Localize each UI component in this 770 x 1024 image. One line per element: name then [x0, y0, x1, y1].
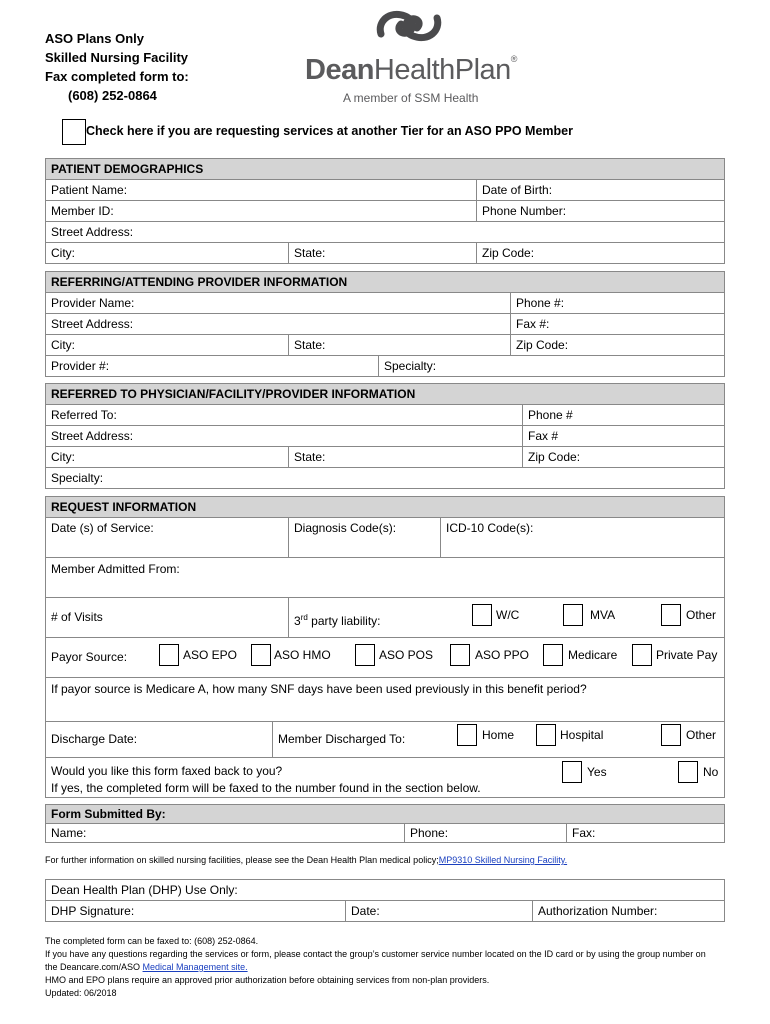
city-field[interactable]: City: — [51, 246, 75, 260]
logo-word-healthplan: HealthPlan — [373, 54, 511, 86]
policy-link[interactable]: MP9310 Skilled Nursing Facility. — [438, 855, 568, 865]
aso-ppo-label: ASO PPO — [475, 648, 530, 662]
hospital-label: Hospital — [560, 728, 604, 742]
table-row — [46, 180, 724, 201]
medicare-checkbox[interactable] — [543, 644, 563, 666]
mva-label: MVA — [590, 608, 616, 622]
section-title: Form Submitted By: — [46, 805, 724, 824]
fax-back-question — [46, 758, 726, 804]
third-party-sup: rd — [300, 613, 308, 622]
submitter-fax-field[interactable]: Fax: — [566, 824, 726, 842]
table-row — [46, 314, 724, 335]
table-row — [46, 758, 724, 804]
third-party-label — [294, 614, 381, 628]
fax-back-line-1: Would you like this form faxed back to you? — [51, 764, 283, 778]
logo-wordmark — [305, 54, 517, 87]
aso-ppo-checkbox[interactable] — [450, 644, 470, 666]
discharge-date-field[interactable]: Discharge Date: — [51, 732, 138, 746]
dob-field[interactable]: Date of Birth: — [476, 180, 726, 200]
aso-hmo-label: ASO HMO — [274, 648, 331, 662]
footer-fax-line: The completed form can be faxed to: (608) 252-0864. — [45, 936, 259, 946]
referring-provider-section — [45, 271, 725, 377]
aso-epo-label: ASO EPO — [183, 648, 238, 662]
referred-zip-field[interactable]: Zip Code: — [522, 447, 726, 467]
table-row — [46, 426, 724, 447]
table-row — [46, 356, 724, 376]
logo-word-dean: Dean — [305, 54, 374, 86]
visits-field[interactable]: # of Visits — [51, 610, 103, 624]
footer-updated-line: Updated: 06/2018 — [45, 988, 117, 998]
fax-back-yes-checkbox[interactable] — [562, 761, 582, 783]
policy-note — [45, 855, 567, 865]
provider-city-field[interactable]: City: — [51, 338, 75, 352]
table-row — [46, 824, 724, 842]
table-row — [46, 243, 724, 263]
fax-back-yes-label: Yes — [587, 765, 607, 779]
wc-label: W/C — [496, 608, 520, 622]
aso-epo-checkbox[interactable] — [159, 644, 179, 666]
liability-other-label: Other — [686, 608, 717, 622]
submitter-name-field[interactable]: Name: — [51, 826, 87, 840]
provider-number-field[interactable]: Provider #: — [51, 359, 110, 373]
liability-other-checkbox[interactable] — [661, 604, 681, 626]
fax-back-no-checkbox[interactable] — [678, 761, 698, 783]
admitted-from-field[interactable]: Member Admitted From: — [51, 562, 180, 576]
street-address-field[interactable]: Street Address: — [51, 225, 134, 239]
referred-phone-field[interactable]: Phone # — [522, 405, 726, 425]
table-row — [46, 558, 724, 598]
provider-name-field[interactable]: Provider Name: — [51, 296, 135, 310]
policy-note-text: For further information on skilled nursing facilities, please see the Dean Health Plan medical policy; — [45, 855, 439, 865]
table-row — [46, 678, 724, 722]
section-title: REQUEST INFORMATION — [46, 497, 724, 518]
medicare-snf-days-field[interactable]: If payor source is Medicare A, how many SNF days have been used previously in this benefit period? — [51, 682, 587, 696]
footer-hmo-epo-line: HMO and EPO plans require an approved prior authorization before obtaining services from non-plan providers. — [45, 975, 490, 985]
table-row — [46, 722, 724, 758]
footer-questions-line: If you have any questions regarding the services or form, please contact the group’s customer service number located on the ID card or by using the group number on — [45, 949, 706, 959]
dean-logo — [305, 8, 525, 108]
private-pay-label: Private Pay — [656, 648, 718, 662]
phone-number-field[interactable]: Phone Number: — [476, 201, 726, 221]
header-line-aso: ASO Plans Only — [45, 31, 144, 46]
provider-specialty-field[interactable]: Specialty: — [378, 356, 726, 376]
diagnosis-code-field[interactable]: Diagnosis Code(s): — [288, 518, 440, 557]
zip-code-field[interactable]: Zip Code: — [476, 243, 726, 263]
provider-state-field[interactable]: State: — [288, 335, 510, 355]
logo-subtitle: A member of SSM Health — [343, 91, 479, 105]
table-row — [46, 880, 724, 901]
logo-registered: ® — [510, 54, 517, 64]
wc-checkbox[interactable] — [472, 604, 492, 626]
table-row — [46, 598, 724, 638]
tier-checkbox[interactable] — [62, 119, 86, 145]
provider-zip-field[interactable]: Zip Code: — [510, 335, 726, 355]
table-row — [46, 468, 724, 488]
dean-swirl-logo-icon — [375, 8, 443, 44]
discharged-to-label: Member Discharged To: — [272, 722, 726, 757]
table-row — [46, 201, 724, 222]
mva-checkbox[interactable] — [563, 604, 583, 626]
table-row — [46, 518, 724, 558]
payor-source-label: Payor Source: — [51, 650, 128, 664]
request-information-section — [45, 496, 725, 798]
medical-management-link[interactable]: Medical Management site. — [142, 962, 248, 972]
section-title: REFERRED TO PHYSICIAN/FACILITY/PROVIDER INFORMATION — [46, 384, 724, 405]
patient-name-field[interactable]: Patient Name: — [51, 183, 128, 197]
submitter-phone-field[interactable]: Phone: — [404, 824, 566, 842]
icd10-code-field[interactable]: ICD-10 Code(s): — [440, 518, 726, 557]
discharge-other-label: Other — [686, 728, 717, 742]
header-line-fax-label: Fax completed form to: — [45, 69, 189, 84]
dhp-signature-field[interactable]: DHP Signature: — [51, 904, 135, 918]
state-field[interactable]: State: — [288, 243, 476, 263]
section-title: REFERRING/ATTENDING PROVIDER INFORMATION — [46, 272, 724, 293]
dhp-title: Dean Health Plan (DHP) Use Only: — [51, 883, 238, 897]
form-header — [45, 29, 189, 105]
table-row — [46, 901, 724, 921]
fax-back-line-2: If yes, the completed form will be faxed to the number found in the section below. — [51, 781, 481, 795]
referred-fax-field[interactable]: Fax # — [522, 426, 726, 446]
hospital-checkbox[interactable] — [536, 724, 556, 746]
table-row — [46, 222, 724, 243]
table-row — [46, 293, 724, 314]
provider-phone-field[interactable]: Phone #: — [510, 293, 726, 313]
dhp-date-field[interactable]: Date: — [345, 901, 532, 921]
section-title: PATIENT DEMOGRAPHICS — [46, 159, 724, 180]
footer-deancare-text: the Deancare.com/ASO — [45, 962, 143, 972]
aso-pos-checkbox[interactable] — [355, 644, 375, 666]
referred-state-field[interactable]: State: — [288, 447, 522, 467]
date-of-service-field[interactable]: Date (s) of Service: — [51, 521, 154, 535]
home-checkbox[interactable] — [457, 724, 477, 746]
third-party-pre: 3 — [294, 614, 301, 628]
member-id-field[interactable]: Member ID: — [51, 204, 114, 218]
aso-hmo-checkbox[interactable] — [251, 644, 271, 666]
table-row — [46, 447, 724, 468]
form-submitted-section — [45, 804, 725, 843]
referred-specialty-field[interactable]: Specialty: — [51, 471, 104, 485]
medicare-label: Medicare — [568, 648, 618, 662]
home-label: Home — [482, 728, 515, 742]
fax-back-no-label: No — [703, 765, 719, 779]
third-party-post: party liability: — [307, 614, 381, 628]
referred-city-field[interactable]: City: — [51, 450, 75, 464]
private-pay-checkbox[interactable] — [632, 644, 652, 666]
referred-street-field[interactable]: Street Address: — [51, 429, 134, 443]
table-row — [46, 405, 724, 426]
footer-notes — [45, 935, 706, 1000]
dhp-use-only-section — [45, 879, 725, 922]
aso-pos-label: ASO POS — [379, 648, 434, 662]
provider-street-field[interactable]: Street Address: — [51, 317, 134, 331]
footer-deancare-line — [45, 961, 706, 974]
table-row — [46, 335, 724, 356]
tier-checkbox-label: Check here if you are requesting services at another Tier for an ASO PPO Member — [86, 124, 573, 138]
referred-to-field[interactable]: Referred To: — [51, 408, 117, 422]
referred-to-section — [45, 383, 725, 489]
provider-fax-field[interactable]: Fax #: — [510, 314, 726, 334]
authorization-number-field[interactable]: Authorization Number: — [532, 901, 726, 921]
patient-demographics-section — [45, 158, 725, 264]
discharge-other-checkbox[interactable] — [661, 724, 681, 746]
header-line-snf: Skilled Nursing Facility — [45, 50, 189, 65]
header-fax-number: (608) 252-0864 — [68, 88, 157, 103]
